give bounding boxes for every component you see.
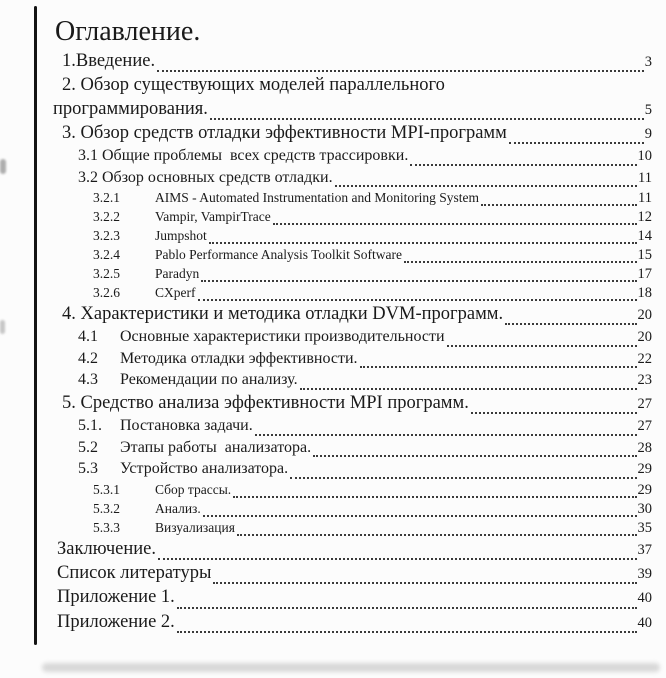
entry-label: Рекомендации по анализу. xyxy=(120,371,298,389)
entry-number: 5.1. xyxy=(78,416,102,434)
page-number: 30 xyxy=(637,500,652,517)
page-number: 15 xyxy=(637,247,652,264)
toc-entry xyxy=(0,99,652,123)
page-number: 20 xyxy=(637,307,652,324)
page-number: 40 xyxy=(637,614,652,631)
toc-entry xyxy=(0,612,652,636)
entry-label: Приложение 2. xyxy=(57,611,175,632)
page-number: 11 xyxy=(638,169,652,186)
toc-entry xyxy=(0,501,652,520)
toc-entry xyxy=(0,147,652,169)
toc-entry xyxy=(0,371,652,393)
page-number: 39 xyxy=(637,566,652,583)
entry-label: Paradyn xyxy=(155,266,200,282)
toc-entry xyxy=(0,169,652,191)
dot-leader xyxy=(255,417,637,436)
page-number: 40 xyxy=(637,590,652,607)
toc-entry xyxy=(0,228,652,247)
page-number: 22 xyxy=(637,350,652,367)
entry-number: 3.2.5 xyxy=(93,266,120,282)
toc-entry xyxy=(0,209,652,228)
dot-leader xyxy=(505,304,636,325)
dot-leader xyxy=(213,563,636,584)
dot-leader xyxy=(158,539,637,560)
entry-label: Приложение 1. xyxy=(57,587,175,608)
entry-number: 5.3.3 xyxy=(93,519,120,535)
entry-label: 4. Характеристики и методика отладки DVM-программ. xyxy=(62,304,504,325)
dot-leader xyxy=(360,350,637,369)
dot-leader xyxy=(404,247,636,263)
entry-number: 3.2.2 xyxy=(93,209,120,225)
entry-label: Список литературы xyxy=(57,563,212,584)
table-of-contents xyxy=(0,12,652,636)
toc-entry xyxy=(0,51,652,75)
entry-label: Pablo Performance Analysis Toolkit Software xyxy=(155,247,403,263)
entry-label: Jumpshot xyxy=(155,228,207,244)
page-number: 10 xyxy=(637,148,652,164)
entry-label: AIMS - Automated Instrumentation and Monitoring System xyxy=(155,190,479,206)
toc-entry xyxy=(0,328,652,350)
entry-number: 4.1 xyxy=(78,328,98,346)
entry-label: 1.Введение. xyxy=(62,51,156,71)
page-number: 37 xyxy=(637,541,652,558)
toc-entry xyxy=(0,587,652,611)
dot-leader xyxy=(203,501,637,517)
page-number: 9 xyxy=(644,126,652,142)
entry-number: 5.3.2 xyxy=(93,500,120,516)
toc-entry xyxy=(0,563,652,587)
entry-number: 4.2 xyxy=(78,349,98,367)
dot-leader xyxy=(198,285,637,301)
page-title: Оглавление. xyxy=(55,16,201,47)
toc-entry xyxy=(0,417,652,439)
entry-number: 5.2 xyxy=(78,438,98,456)
dot-leader xyxy=(273,209,637,225)
entry-label: Анализ. xyxy=(155,500,201,516)
page-number: 29 xyxy=(637,461,652,478)
dot-leader xyxy=(201,266,636,282)
dot-leader xyxy=(237,520,637,536)
page-number: 17 xyxy=(637,266,652,283)
entry-number: 4.3 xyxy=(78,371,98,389)
page-number: 20 xyxy=(637,329,652,346)
entry-number: 3.2.1 xyxy=(93,190,120,206)
dot-leader xyxy=(233,482,636,498)
page-number: 35 xyxy=(637,519,652,536)
entry-label: Сбор трассы. xyxy=(155,481,232,497)
page-number: 3 xyxy=(644,54,652,70)
entry-label: Заключение. xyxy=(57,538,156,559)
entry-label: CXperf xyxy=(155,285,196,301)
toc-entry xyxy=(0,539,652,563)
toc-entry xyxy=(0,482,652,501)
dot-leader xyxy=(177,587,637,608)
entry-number: 5.3 xyxy=(78,460,98,478)
toc-entry xyxy=(0,439,652,461)
dot-leader xyxy=(447,328,637,347)
toc-entry xyxy=(0,520,652,539)
entry-label: 3.2 Обзор основных средств отладки. xyxy=(78,168,333,186)
toc-entries xyxy=(0,51,652,636)
toc-entry xyxy=(0,75,652,99)
page-number: 29 xyxy=(637,481,652,498)
toc-entry xyxy=(0,123,652,147)
page-number: 27 xyxy=(637,417,652,434)
page-number: 18 xyxy=(637,285,652,302)
entry-label: 3. Обзор средств отладки эффективности MPI-программ xyxy=(62,123,507,143)
page-number: 14 xyxy=(637,228,652,245)
entry-label: Основные характеристики производительности xyxy=(120,328,445,346)
entry-number: 5.3.1 xyxy=(93,481,120,497)
page-number: 5 xyxy=(644,102,652,118)
dot-leader xyxy=(313,439,636,458)
page-number: 23 xyxy=(637,372,652,389)
scan-shadow xyxy=(42,663,660,672)
entry-label: 5. Средство анализа эффективности MPI программ. xyxy=(62,392,469,413)
page-number: 11 xyxy=(638,190,652,207)
dot-leader xyxy=(481,190,637,206)
dot-leader xyxy=(290,460,636,479)
page-number: 12 xyxy=(637,209,652,226)
toc-entry xyxy=(0,285,652,304)
entry-label: 3.1 Общие проблемы всех средств трассировки. xyxy=(78,147,409,164)
dot-leader xyxy=(509,123,644,144)
entry-number: 3.2.3 xyxy=(93,228,120,244)
dot-leader xyxy=(210,99,644,120)
toc-entry xyxy=(0,460,652,482)
entry-number: 3.2.6 xyxy=(93,285,120,301)
toc-entry xyxy=(0,190,652,209)
entry-label: Методика отладки эффективности. xyxy=(120,349,358,367)
dot-leader xyxy=(471,393,637,414)
entry-label: 2. Обзор существующих моделей параллельного xyxy=(62,75,445,95)
dot-leader xyxy=(177,612,637,633)
page-number: 27 xyxy=(637,395,652,412)
entry-label: Этапы работы анализатора. xyxy=(120,438,312,456)
toc-entry xyxy=(0,393,652,417)
dot-leader xyxy=(335,169,637,188)
dot-leader xyxy=(209,228,637,244)
entry-label: Постановка задачи. xyxy=(120,416,253,434)
toc-entry xyxy=(0,304,652,328)
entry-number: 3.2.4 xyxy=(93,247,120,263)
entry-label: Устройство анализатора. xyxy=(120,460,289,478)
toc-entry xyxy=(0,247,652,266)
toc-entry xyxy=(0,266,652,285)
page-number: 28 xyxy=(637,439,652,456)
dot-leader xyxy=(157,51,644,72)
entry-label: программирования. xyxy=(53,99,208,119)
entry-label: Vampir, VampirTrace xyxy=(155,209,271,225)
toc-entry xyxy=(0,350,652,372)
entry-label: Визуализация xyxy=(155,519,235,535)
dot-leader xyxy=(410,147,636,166)
dot-leader xyxy=(300,371,637,390)
